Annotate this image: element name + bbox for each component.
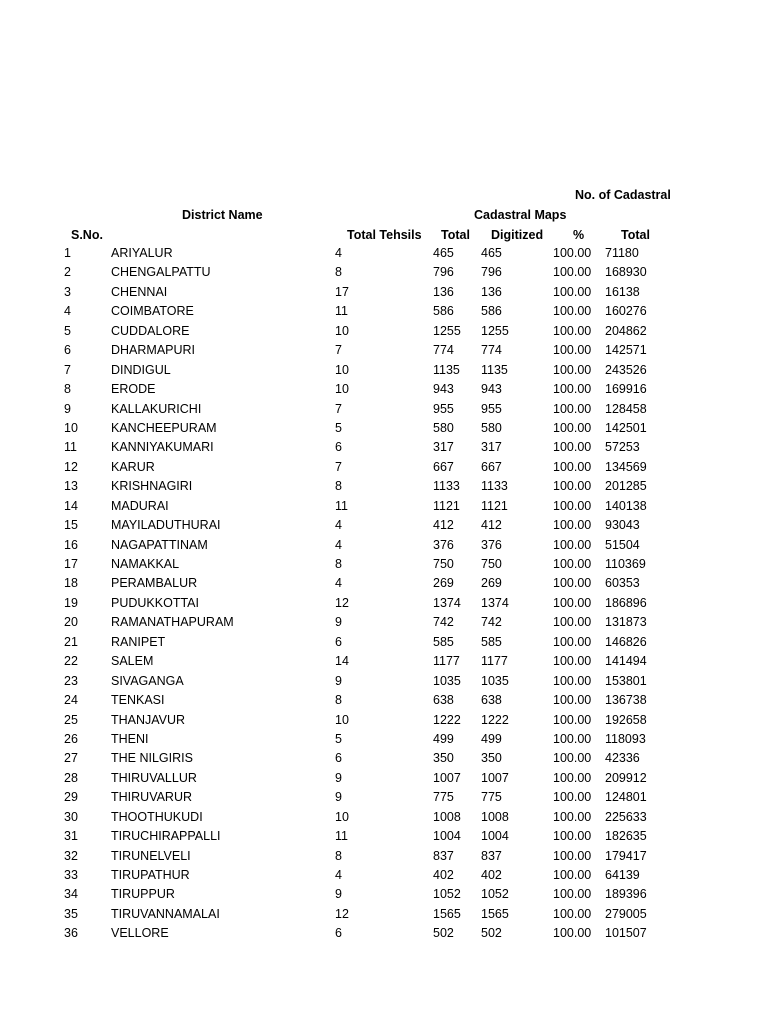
row-percent: 100.00: [553, 537, 592, 552]
row-maps-digitized: 1052: [481, 887, 509, 902]
row-sno: 35: [64, 906, 78, 921]
row-maps-total: 1222: [433, 712, 461, 727]
row-percent: 100.00: [553, 751, 592, 766]
row-district-name: THIRUVALLUR: [111, 770, 197, 785]
row-maps-total: 742: [433, 615, 454, 630]
row-sno: 14: [64, 498, 78, 513]
table-row: [0, 341, 768, 360]
row-district-name: RANIPET: [111, 634, 166, 649]
row-sno: 20: [64, 615, 78, 630]
row-maps-total: 1008: [433, 809, 461, 824]
row-maps-total: 402: [433, 868, 454, 882]
row-cadastral-total: 118093: [605, 731, 646, 746]
row-maps-total: 317: [433, 440, 454, 455]
table-row: [0, 672, 768, 691]
row-percent: 100.00: [553, 440, 592, 455]
row-cadastral-total: 60353: [605, 576, 640, 591]
row-cadastral-total: 142571: [605, 343, 647, 358]
table-row: [0, 263, 768, 282]
header-cadastral-maps: Cadastral Maps: [474, 208, 567, 222]
row-total-tehsils: 8: [335, 848, 342, 863]
row-district-name: RAMANATHAPURAM: [111, 615, 234, 630]
row-total-tehsils: 8: [335, 265, 342, 280]
row-maps-total: 775: [433, 790, 454, 805]
row-cadastral-total: 279005: [605, 906, 647, 921]
row-district-name: KARUR: [111, 459, 155, 474]
row-percent: 100.00: [553, 343, 592, 358]
row-cadastral-total: 51504: [605, 537, 640, 552]
row-maps-total: 943: [433, 382, 454, 397]
row-sno: 2: [64, 265, 71, 280]
row-cadastral-total: 128458: [605, 401, 647, 416]
row-cadastral-total: 169916: [605, 382, 647, 397]
row-cadastral-total: 16138: [605, 284, 640, 299]
row-district-name: MADURAI: [111, 498, 169, 513]
row-percent: 100.00: [553, 401, 592, 416]
row-sno: 23: [64, 673, 78, 688]
row-district-name: VELLORE: [111, 926, 169, 941]
row-district-name: CHENNAI: [111, 284, 168, 299]
row-cadastral-total: 153801: [605, 673, 647, 688]
row-maps-digitized: 136: [481, 284, 502, 299]
row-total-tehsils: 12: [335, 906, 349, 921]
table-row: [0, 827, 768, 846]
row-district-name: ARIYALUR: [111, 246, 173, 260]
row-sno: 24: [64, 693, 78, 708]
header-cadastral-total: Total: [621, 228, 650, 242]
row-percent: 100.00: [553, 926, 592, 941]
row-percent: 100.00: [553, 362, 592, 377]
row-maps-digitized: 1133: [481, 479, 508, 494]
row-total-tehsils: 17: [335, 284, 349, 299]
row-maps-total: 585: [433, 634, 454, 649]
row-district-name: CUDDALORE: [111, 323, 190, 338]
row-maps-digitized: 667: [481, 459, 502, 474]
row-cadastral-total: 64139: [605, 868, 640, 882]
row-district-name: CHENGALPATTU: [111, 265, 211, 280]
row-total-tehsils: 11: [335, 304, 348, 319]
row-cadastral-total: 124801: [605, 790, 647, 805]
table-row: [0, 438, 768, 457]
row-maps-total: 465: [433, 246, 454, 260]
row-total-tehsils: 9: [335, 770, 342, 785]
row-maps-total: 1255: [433, 323, 461, 338]
table-row: [0, 283, 768, 302]
row-cadastral-total: 131873: [605, 615, 647, 630]
row-sno: 21: [64, 634, 78, 649]
row-maps-digitized: 1565: [481, 906, 509, 921]
row-total-tehsils: 8: [335, 693, 342, 708]
row-sno: 18: [64, 576, 78, 591]
table-row: [0, 866, 768, 885]
row-cadastral-total: 160276: [605, 304, 647, 319]
table-row: [0, 536, 768, 555]
row-total-tehsils: 5: [335, 731, 342, 746]
row-maps-total: 1052: [433, 887, 461, 902]
row-sno: 3: [64, 284, 71, 299]
row-district-name: KALLAKURICHI: [111, 401, 202, 416]
row-maps-digitized: 1007: [481, 770, 509, 785]
row-total-tehsils: 10: [335, 362, 349, 377]
row-sno: 19: [64, 595, 78, 610]
row-percent: 100.00: [553, 595, 592, 610]
row-percent: 100.00: [553, 906, 592, 921]
table-row: [0, 497, 768, 516]
row-cadastral-total: 243526: [605, 362, 647, 377]
table-row: [0, 322, 768, 341]
row-percent: 100.00: [553, 887, 592, 902]
row-district-name: TIRUPPUR: [111, 887, 175, 902]
row-cadastral-total: 168930: [605, 265, 647, 280]
table-row: [0, 769, 768, 788]
row-maps-digitized: 774: [481, 343, 502, 358]
row-district-name: DHARMAPURI: [111, 343, 196, 358]
table-row: [0, 711, 768, 730]
row-maps-total: 1374: [433, 595, 461, 610]
row-district-name: KANNIYAKUMARI: [111, 440, 214, 455]
row-total-tehsils: 12: [335, 595, 349, 610]
row-district-name: SALEM: [111, 654, 154, 669]
row-district-name: THANJAVUR: [111, 712, 186, 727]
row-maps-total: 774: [433, 343, 454, 358]
row-total-tehsils: 5: [335, 420, 342, 435]
row-cadastral-total: 134569: [605, 459, 647, 474]
row-sno: 31: [64, 829, 78, 844]
row-maps-total: 586: [433, 304, 454, 319]
row-maps-digitized: 376: [481, 537, 502, 552]
row-total-tehsils: 11: [335, 498, 348, 513]
row-maps-total: 750: [433, 557, 454, 571]
table-row: [0, 400, 768, 419]
row-cadastral-total: 101507: [605, 926, 647, 941]
row-cadastral-total: 209912: [605, 770, 647, 785]
row-percent: 100.00: [553, 420, 592, 435]
row-percent: 100.00: [553, 829, 592, 844]
row-total-tehsils: 8: [335, 479, 342, 494]
row-percent: 100.00: [553, 770, 592, 785]
row-total-tehsils: 4: [335, 537, 342, 552]
row-maps-digitized: 502: [481, 926, 502, 941]
row-percent: 100.00: [553, 246, 592, 260]
row-percent: 100.00: [553, 654, 592, 669]
row-district-name: THOOTHUKUDI: [111, 809, 203, 824]
row-maps-digitized: 796: [481, 265, 502, 280]
row-maps-digitized: 837: [481, 848, 502, 863]
row-sno: 30: [64, 809, 78, 824]
row-district-name: MAYILADUTHURAI: [111, 518, 221, 533]
row-maps-digitized: 742: [481, 615, 502, 630]
row-district-name: KANCHEEPURAM: [111, 420, 217, 435]
district-table-body: [0, 244, 768, 944]
row-sno: 33: [64, 868, 78, 882]
row-sno: 29: [64, 790, 78, 805]
row-district-name: DINDIGUL: [111, 362, 171, 377]
row-maps-total: 412: [433, 518, 454, 533]
table-row: [0, 594, 768, 613]
row-cadastral-total: 201285: [605, 479, 647, 494]
row-total-tehsils: 10: [335, 712, 349, 727]
row-total-tehsils: 11: [335, 829, 348, 844]
row-maps-digitized: 1177: [481, 654, 508, 669]
row-sno: 13: [64, 479, 78, 494]
table-row: [0, 516, 768, 535]
row-sno: 22: [64, 654, 78, 669]
row-total-tehsils: 8: [335, 557, 342, 571]
row-sno: 6: [64, 343, 71, 358]
row-percent: 100.00: [553, 304, 592, 319]
row-sno: 32: [64, 848, 78, 863]
table-row: [0, 477, 768, 496]
row-maps-total: 1135: [433, 362, 460, 377]
row-sno: 16: [64, 537, 78, 552]
row-total-tehsils: 4: [335, 518, 342, 533]
row-maps-digitized: 775: [481, 790, 502, 805]
row-sno: 8: [64, 382, 71, 397]
row-total-tehsils: 7: [335, 459, 342, 474]
row-maps-total: 1007: [433, 770, 461, 785]
row-percent: 100.00: [553, 809, 592, 824]
row-percent: 100.00: [553, 518, 592, 533]
header-district-name: District Name: [182, 208, 263, 222]
row-sno: 5: [64, 323, 71, 338]
row-district-name: TIRUVANNAMALAI: [111, 906, 220, 921]
row-maps-digitized: 1035: [481, 673, 509, 688]
row-percent: 100.00: [553, 615, 592, 630]
row-sno: 26: [64, 731, 78, 746]
row-percent: 100.00: [553, 790, 592, 805]
row-sno: 15: [64, 518, 78, 533]
row-cadastral-total: 141494: [605, 654, 647, 669]
row-maps-total: 1035: [433, 673, 461, 688]
row-district-name: ERODE: [111, 382, 156, 397]
row-cadastral-total: 186896: [605, 595, 647, 610]
row-sno: 12: [64, 459, 78, 474]
table-row: [0, 691, 768, 710]
row-cadastral-total: 225633: [605, 809, 647, 824]
row-district-name: THE NILGIRIS: [111, 751, 193, 766]
table-row: [0, 847, 768, 866]
row-sno: 10: [64, 420, 78, 435]
row-total-tehsils: 7: [335, 401, 342, 416]
row-cadastral-total: 189396: [605, 887, 647, 902]
row-cadastral-total: 71180: [605, 246, 639, 260]
row-maps-total: 376: [433, 537, 454, 552]
row-maps-digitized: 412: [481, 518, 502, 533]
row-sno: 28: [64, 770, 78, 785]
row-maps-digitized: 1004: [481, 829, 509, 844]
row-district-name: TENKASI: [111, 693, 165, 708]
header-percent: %: [573, 228, 585, 242]
row-total-tehsils: 4: [335, 868, 342, 882]
row-percent: 100.00: [553, 265, 592, 280]
row-percent: 100.00: [553, 693, 592, 708]
row-percent: 100.00: [553, 634, 592, 649]
row-total-tehsils: 9: [335, 887, 342, 902]
row-sno: 25: [64, 712, 78, 727]
table-row: [0, 730, 768, 749]
table-row: [0, 788, 768, 807]
row-percent: 100.00: [553, 673, 592, 688]
row-maps-total: 502: [433, 926, 454, 941]
row-percent: 100.00: [553, 868, 592, 882]
row-cadastral-total: 142501: [605, 420, 647, 435]
row-maps-total: 837: [433, 848, 454, 863]
row-total-tehsils: 6: [335, 926, 342, 941]
table-row: [0, 808, 768, 827]
row-percent: 100.00: [553, 848, 592, 863]
row-cadastral-total: 146826: [605, 634, 647, 649]
header-total: Total: [441, 228, 470, 242]
row-sno: 7: [64, 362, 71, 377]
row-maps-digitized: 943: [481, 382, 502, 397]
row-percent: 100.00: [553, 498, 592, 513]
table-row: [0, 574, 768, 593]
row-maps-digitized: 1255: [481, 323, 509, 338]
header-total-tehsils: Total Tehsils: [347, 228, 422, 242]
table-row: [0, 458, 768, 477]
table-row: [0, 380, 768, 399]
row-district-name: THENI: [111, 731, 149, 746]
row-percent: 100.00: [553, 284, 592, 299]
row-sno: 9: [64, 401, 71, 416]
row-percent: 100.00: [553, 576, 592, 591]
row-total-tehsils: 9: [335, 615, 342, 630]
row-maps-total: 638: [433, 693, 454, 708]
row-total-tehsils: 9: [335, 790, 342, 805]
row-maps-digitized: 317: [481, 440, 502, 455]
row-percent: 100.00: [553, 323, 592, 338]
row-maps-total: 1133: [433, 479, 460, 494]
row-percent: 100.00: [553, 382, 592, 397]
row-cadastral-total: 182635: [605, 829, 647, 844]
header-no-of-cadastral: No. of Cadastral: [575, 188, 671, 202]
row-total-tehsils: 14: [335, 654, 349, 669]
row-district-name: TIRUCHIRAPPALLI: [111, 829, 221, 844]
row-maps-digitized: 1008: [481, 809, 509, 824]
table-row: [0, 419, 768, 438]
row-district-name: PUDUKKOTTAI: [111, 595, 199, 610]
row-maps-digitized: 750: [481, 557, 502, 571]
table-row: [0, 633, 768, 652]
row-total-tehsils: 10: [335, 382, 349, 397]
row-maps-total: 1177: [433, 654, 460, 669]
row-maps-total: 796: [433, 265, 454, 280]
row-cadastral-total: 110369: [605, 557, 646, 571]
row-maps-digitized: 1222: [481, 712, 509, 727]
row-total-tehsils: 10: [335, 809, 349, 824]
row-percent: 100.00: [553, 712, 592, 727]
row-maps-total: 955: [433, 401, 454, 416]
row-sno: 36: [64, 926, 78, 941]
row-maps-digitized: 1374: [481, 595, 509, 610]
table-row: [0, 302, 768, 321]
row-cadastral-total: 42336: [605, 751, 640, 766]
row-maps-digitized: 499: [481, 731, 502, 746]
row-district-name: KRISHNAGIRI: [111, 479, 193, 494]
header-digitized: Digitized: [491, 228, 544, 242]
row-total-tehsils: 6: [335, 440, 342, 455]
table-row: [0, 244, 768, 263]
row-total-tehsils: 4: [335, 576, 342, 591]
table-row: [0, 652, 768, 671]
row-maps-digitized: 269: [481, 576, 502, 591]
row-percent: 100.00: [553, 479, 592, 494]
table-row: [0, 885, 768, 904]
table-row: [0, 905, 768, 924]
row-maps-digitized: 350: [481, 751, 502, 766]
row-sno: 34: [64, 887, 78, 902]
row-maps-digitized: 465: [481, 246, 502, 260]
row-district-name: TIRUPATHUR: [111, 868, 190, 882]
row-maps-digitized: 1121: [481, 498, 508, 513]
row-cadastral-total: 192658: [605, 712, 647, 727]
row-district-name: NAGAPATTINAM: [111, 537, 208, 552]
row-maps-total: 1121: [433, 498, 460, 513]
row-cadastral-total: 140138: [605, 498, 647, 513]
row-maps-total: 269: [433, 576, 454, 591]
row-district-name: NAMAKKAL: [111, 557, 180, 571]
row-maps-total: 580: [433, 420, 454, 435]
row-percent: 100.00: [553, 557, 592, 571]
table-row: [0, 555, 768, 574]
row-total-tehsils: 9: [335, 673, 342, 688]
row-maps-total: 499: [433, 731, 454, 746]
row-district-name: PERAMBALUR: [111, 576, 198, 591]
row-maps-digitized: 1135: [481, 362, 508, 377]
row-district-name: COIMBATORE: [111, 304, 194, 319]
row-sno: 27: [64, 751, 78, 766]
row-percent: 100.00: [553, 459, 592, 474]
row-percent: 100.00: [553, 731, 592, 746]
row-maps-total: 667: [433, 459, 454, 474]
table-row: [0, 361, 768, 380]
row-sno: 17: [64, 557, 78, 571]
row-cadastral-total: 93043: [605, 518, 640, 533]
row-maps-digitized: 586: [481, 304, 502, 319]
row-sno: 4: [64, 304, 71, 319]
row-cadastral-total: 57253: [605, 440, 640, 455]
row-district-name: SIVAGANGA: [111, 673, 184, 688]
header-sno: S.No.: [71, 228, 103, 242]
row-maps-digitized: 638: [481, 693, 502, 708]
table-row: [0, 749, 768, 768]
row-total-tehsils: 7: [335, 343, 342, 358]
row-district-name: THIRUVARUR: [111, 790, 193, 805]
row-district-name: TIRUNELVELI: [111, 848, 191, 863]
row-maps-total: 1565: [433, 906, 461, 921]
row-maps-total: 1004: [433, 829, 461, 844]
row-cadastral-total: 204862: [605, 323, 647, 338]
row-total-tehsils: 6: [335, 634, 342, 649]
row-sno: 1: [64, 246, 71, 260]
row-maps-digitized: 402: [481, 868, 502, 882]
row-sno: 11: [64, 440, 77, 455]
table-row: [0, 613, 768, 632]
row-total-tehsils: 6: [335, 751, 342, 766]
row-maps-digitized: 585: [481, 634, 502, 649]
row-cadastral-total: 136738: [605, 693, 647, 708]
row-maps-total: 350: [433, 751, 454, 766]
row-cadastral-total: 179417: [605, 848, 647, 863]
table-row: [0, 924, 768, 943]
row-total-tehsils: 10: [335, 323, 349, 338]
row-total-tehsils: 4: [335, 246, 342, 260]
row-maps-digitized: 580: [481, 420, 502, 435]
row-maps-total: 136: [433, 284, 454, 299]
row-maps-digitized: 955: [481, 401, 502, 416]
